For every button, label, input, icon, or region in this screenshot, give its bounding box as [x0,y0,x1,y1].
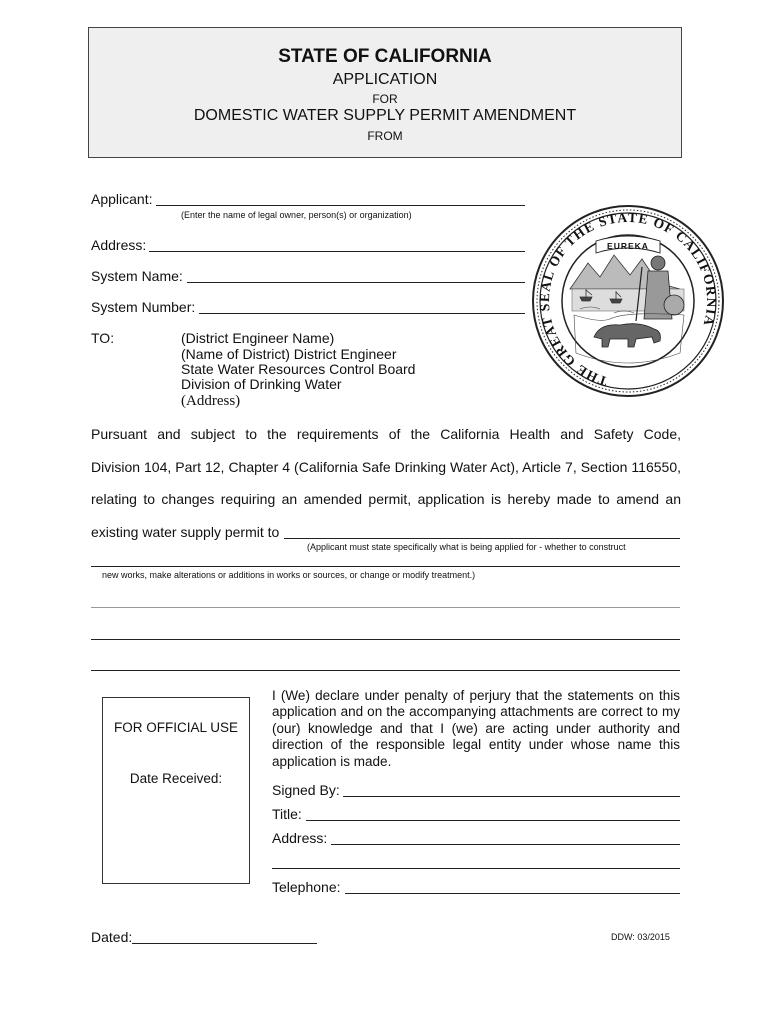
amendment-field-3[interactable] [91,607,680,608]
title-label: Title: [272,806,302,822]
address-field[interactable] [149,251,525,252]
amendment-field-2[interactable] [91,566,680,567]
date-received-label: Date Received: [129,771,223,786]
seal-motto-banner [596,236,660,253]
body-line-4: existing water supply permit to [91,524,280,540]
body-line-3: relating to changes requiring an amended permit, application is hereby made to amend an [91,491,681,507]
for-label: FOR [372,92,398,106]
california-seal [530,197,726,407]
application-label: APPLICATION [332,71,438,88]
seal-ring-text: THE GREAT SEAL OF THE STATE OF CALIFORNIA [536,209,720,390]
from-label: FROM [367,129,403,143]
amendment-hint-1: (Applicant must state specifically what is being applied for - whether to construct [307,542,626,552]
system-name-field[interactable] [187,282,525,283]
amendment-hint-2: new works, make alterations or additions in works or sources, or change or modify treatment.) [102,570,476,580]
to-line-2: (Name of District) District Engineer [181,346,397,362]
system-number-label: System Number: [91,299,196,315]
signer-address-label: Address: [272,830,328,846]
to-line-3: State Water Resources Control Board [181,361,416,377]
telephone-label: Telephone: [272,879,341,895]
signed-by-field[interactable] [343,796,680,797]
applicant-label: Applicant: [91,191,153,207]
title-field[interactable] [306,820,680,821]
form-code: DDW: 03/2015 [611,932,670,942]
declaration-text: I (We) declare under penalty of perjury that the statements on this application and on the accompanying attachments are correct to my (our) knowledge and that I (we) are acting under authority and direction of the responsible legal entity under whose name this application is made. [272,688,680,769]
address-label: Address: [91,237,147,253]
amendment-field-4[interactable] [91,639,680,640]
seal-scene [570,255,684,363]
body-line-2: Division 104, Part 12, Chapter 4 (California Safe Drinking Water Act), Article 7, Section 116550, [91,459,681,475]
body-line-1: Pursuant and subject to the requirements of the California Health and Safety Code, [91,426,681,442]
to-label: TO: [91,330,115,346]
amendment-field-5[interactable] [91,670,680,671]
system-number-field[interactable] [199,313,525,314]
applicant-hint: (Enter the name of legal owner, person(s) or organization) [181,210,412,220]
amendment-field-1[interactable] [284,538,680,539]
official-use-box [102,697,250,884]
state-title: STATE OF CALIFORNIA [278,46,492,67]
dated-label: Dated: [91,929,133,945]
system-name-label: System Name: [91,268,183,284]
signed-by-label: Signed By: [272,782,340,798]
signer-address-field[interactable] [331,844,680,845]
official-use-label: FOR OFFICIAL USE [113,720,238,735]
to-line-1: (District Engineer Name) [181,330,335,346]
form-title: DOMESTIC WATER SUPPLY PERMIT AMENDMENT [193,107,577,124]
to-line-4: Division of Drinking Water [181,376,342,392]
form-header [88,27,682,158]
applicant-field[interactable] [156,205,525,206]
seal-motto: EUREKA [607,241,649,251]
signer-address-field-2[interactable] [272,868,680,869]
telephone-field[interactable] [345,893,680,894]
to-address: (Address) [181,393,241,409]
dated-field[interactable] [132,943,317,944]
